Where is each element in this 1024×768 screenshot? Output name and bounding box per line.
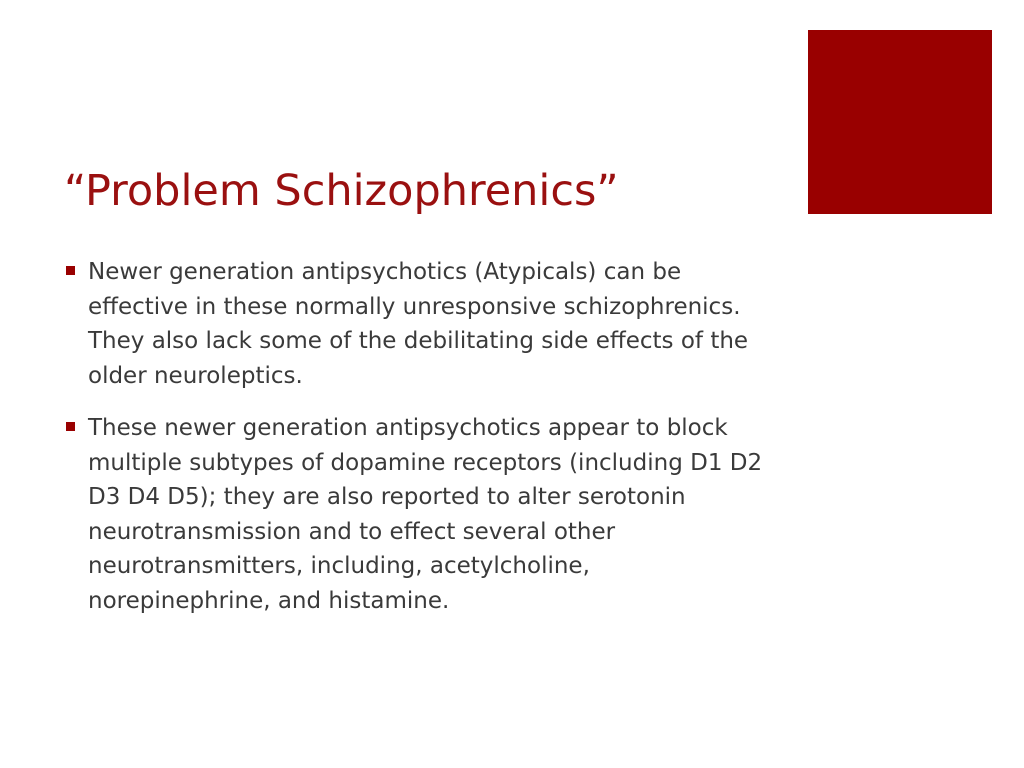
slide-title: “Problem Schizophrenics”	[64, 166, 619, 216]
bullet-text: These newer generation antipsychotics appear to block multiple subtypes of dopamine receptors (including D1 D2 D3 D4 D5); they are also reported to alter serotonin neurotransmission and to effect several other neurotransmitters, including, acetylcholine, norepinephrine, and histamine.	[88, 415, 763, 614]
square-bullet-icon	[66, 266, 75, 275]
bullet-item	[64, 255, 776, 393]
bullet-list	[64, 255, 776, 636]
accent-block	[808, 30, 992, 214]
bullet-text: Newer generation antipsychotics (Atypicals) can be effective in these normally unresponsive schizophrenics. They also lack some of the debilitating side effects of the older neuroleptics.	[88, 259, 749, 389]
bullet-item	[64, 411, 776, 618]
square-bullet-icon	[66, 422, 75, 431]
